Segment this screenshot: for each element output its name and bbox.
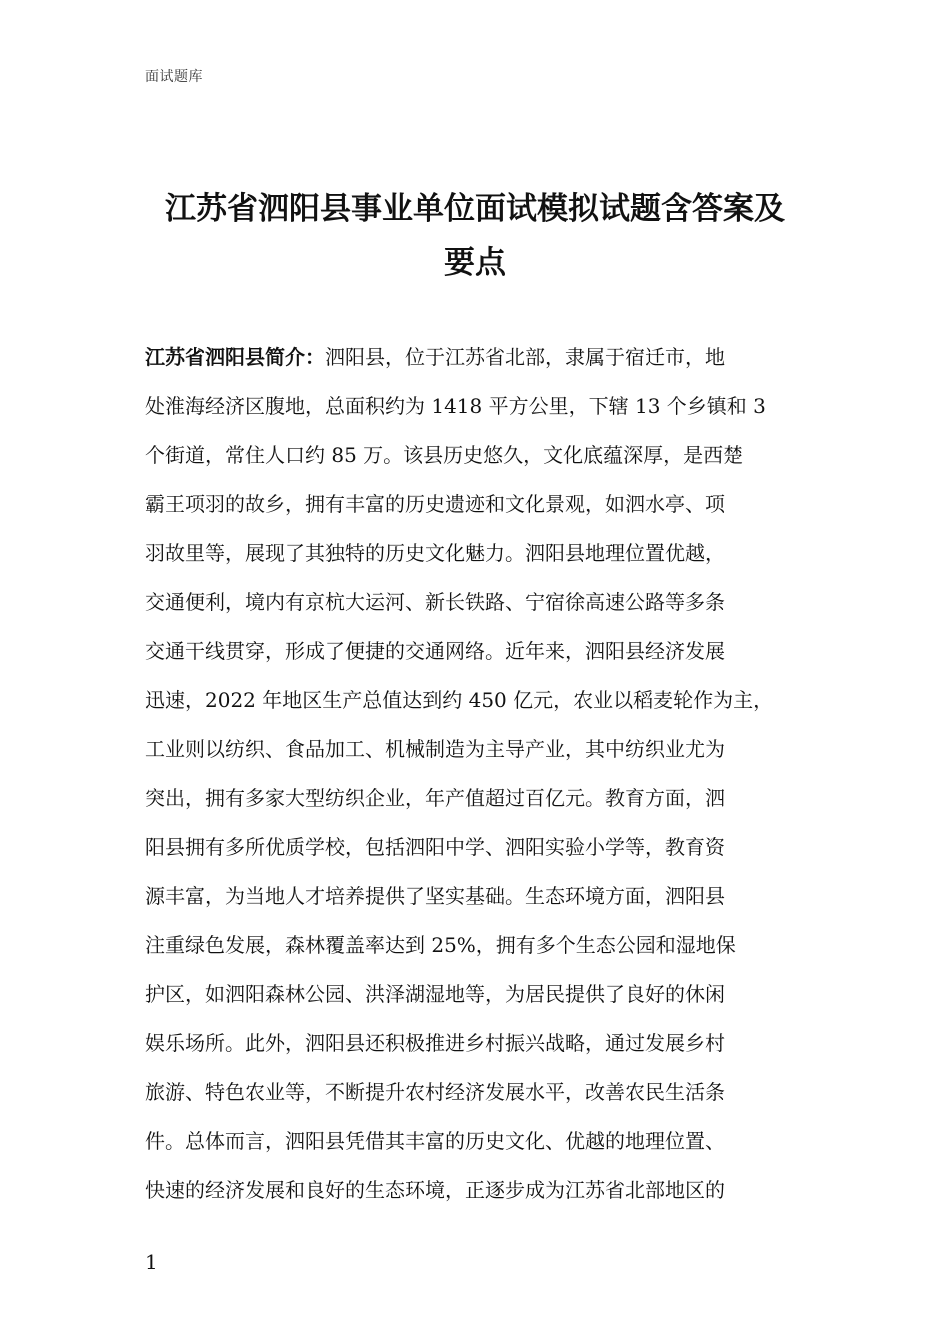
paragraph-line: 个街道，常住人口约 85 万。该县历史悠久，文化底蕴深厚，是西楚 xyxy=(145,443,744,467)
page-number: 1 xyxy=(145,1250,158,1274)
paragraph-line: 迅速，2022 年地区生产总值达到约 450 亿元，农业以稻麦轮作为主， xyxy=(145,688,774,712)
paragraph-line-text: 泗阳县，位于江苏省北部，隶属于宿迁市，地 xyxy=(325,345,725,369)
document-title xyxy=(120,182,830,290)
paragraph-line: 护区，如泗阳森林公园、洪泽湖湿地等，为居民提供了良好的休闲 xyxy=(145,982,725,1006)
paragraph-line: 处淮海经济区腹地，总面积约为 1418 平方公里，下辖 13 个乡镇和 3 xyxy=(145,394,766,418)
paragraph-line: 娱乐场所。此外，泗阳县还积极推进乡村振兴战略，通过发展乡村 xyxy=(145,1031,725,1055)
paragraph-line: 旅游、特色农业等，不断提升农村经济发展水平，改善农民生活条 xyxy=(145,1080,725,1104)
paragraph-line: 件。总体而言，泗阳县凭借其丰富的历史文化、优越的地理位置、 xyxy=(145,1129,725,1153)
paragraph-line: 交通干线贯穿，形成了便捷的交通网络。近年来，泗阳县经济发展 xyxy=(145,639,725,663)
paragraph-line: 霸王项羽的故乡，拥有丰富的历史遗迹和文化景观，如泗水亭、项 xyxy=(145,492,725,516)
title-line: 要点 xyxy=(444,245,506,281)
paragraph-line: 快速的经济发展和良好的生态环境，正逐步成为江苏省北部地区的 xyxy=(145,1178,725,1202)
paragraph-line: 突出，拥有多家大型纺织企业，年产值超过百亿元。教育方面，泗 xyxy=(145,786,725,810)
paragraph-line: 阳县拥有多所优质学校，包括泗阳中学、泗阳实验小学等，教育资 xyxy=(145,835,725,859)
paragraph-line: 羽故里等，展现了其独特的历史文化魅力。泗阳县地理位置优越， xyxy=(145,541,725,565)
document-header: 面试题库 xyxy=(145,69,203,85)
paragraph-line xyxy=(145,333,830,382)
title-line: 江苏省泗阳县事业单位面试模拟试题含答案及 xyxy=(165,191,785,227)
paragraph-line: 交通便利，境内有京杭大运河、新长铁路、宁宿徐高速公路等多条 xyxy=(145,590,725,614)
intro-paragraph xyxy=(145,333,830,1215)
paragraph-line: 注重绿色发展，森林覆盖率达到 25%，拥有多个生态公园和湿地保 xyxy=(145,933,736,957)
paragraph-line: 源丰富，为当地人才培养提供了坚实基础。生态环境方面，泗阳县 xyxy=(145,884,725,908)
intro-lead: 江苏省泗阳县简介： xyxy=(145,345,325,369)
paragraph-line: 工业则以纺织、食品加工、机械制造为主导产业，其中纺织业尤为 xyxy=(145,737,725,761)
